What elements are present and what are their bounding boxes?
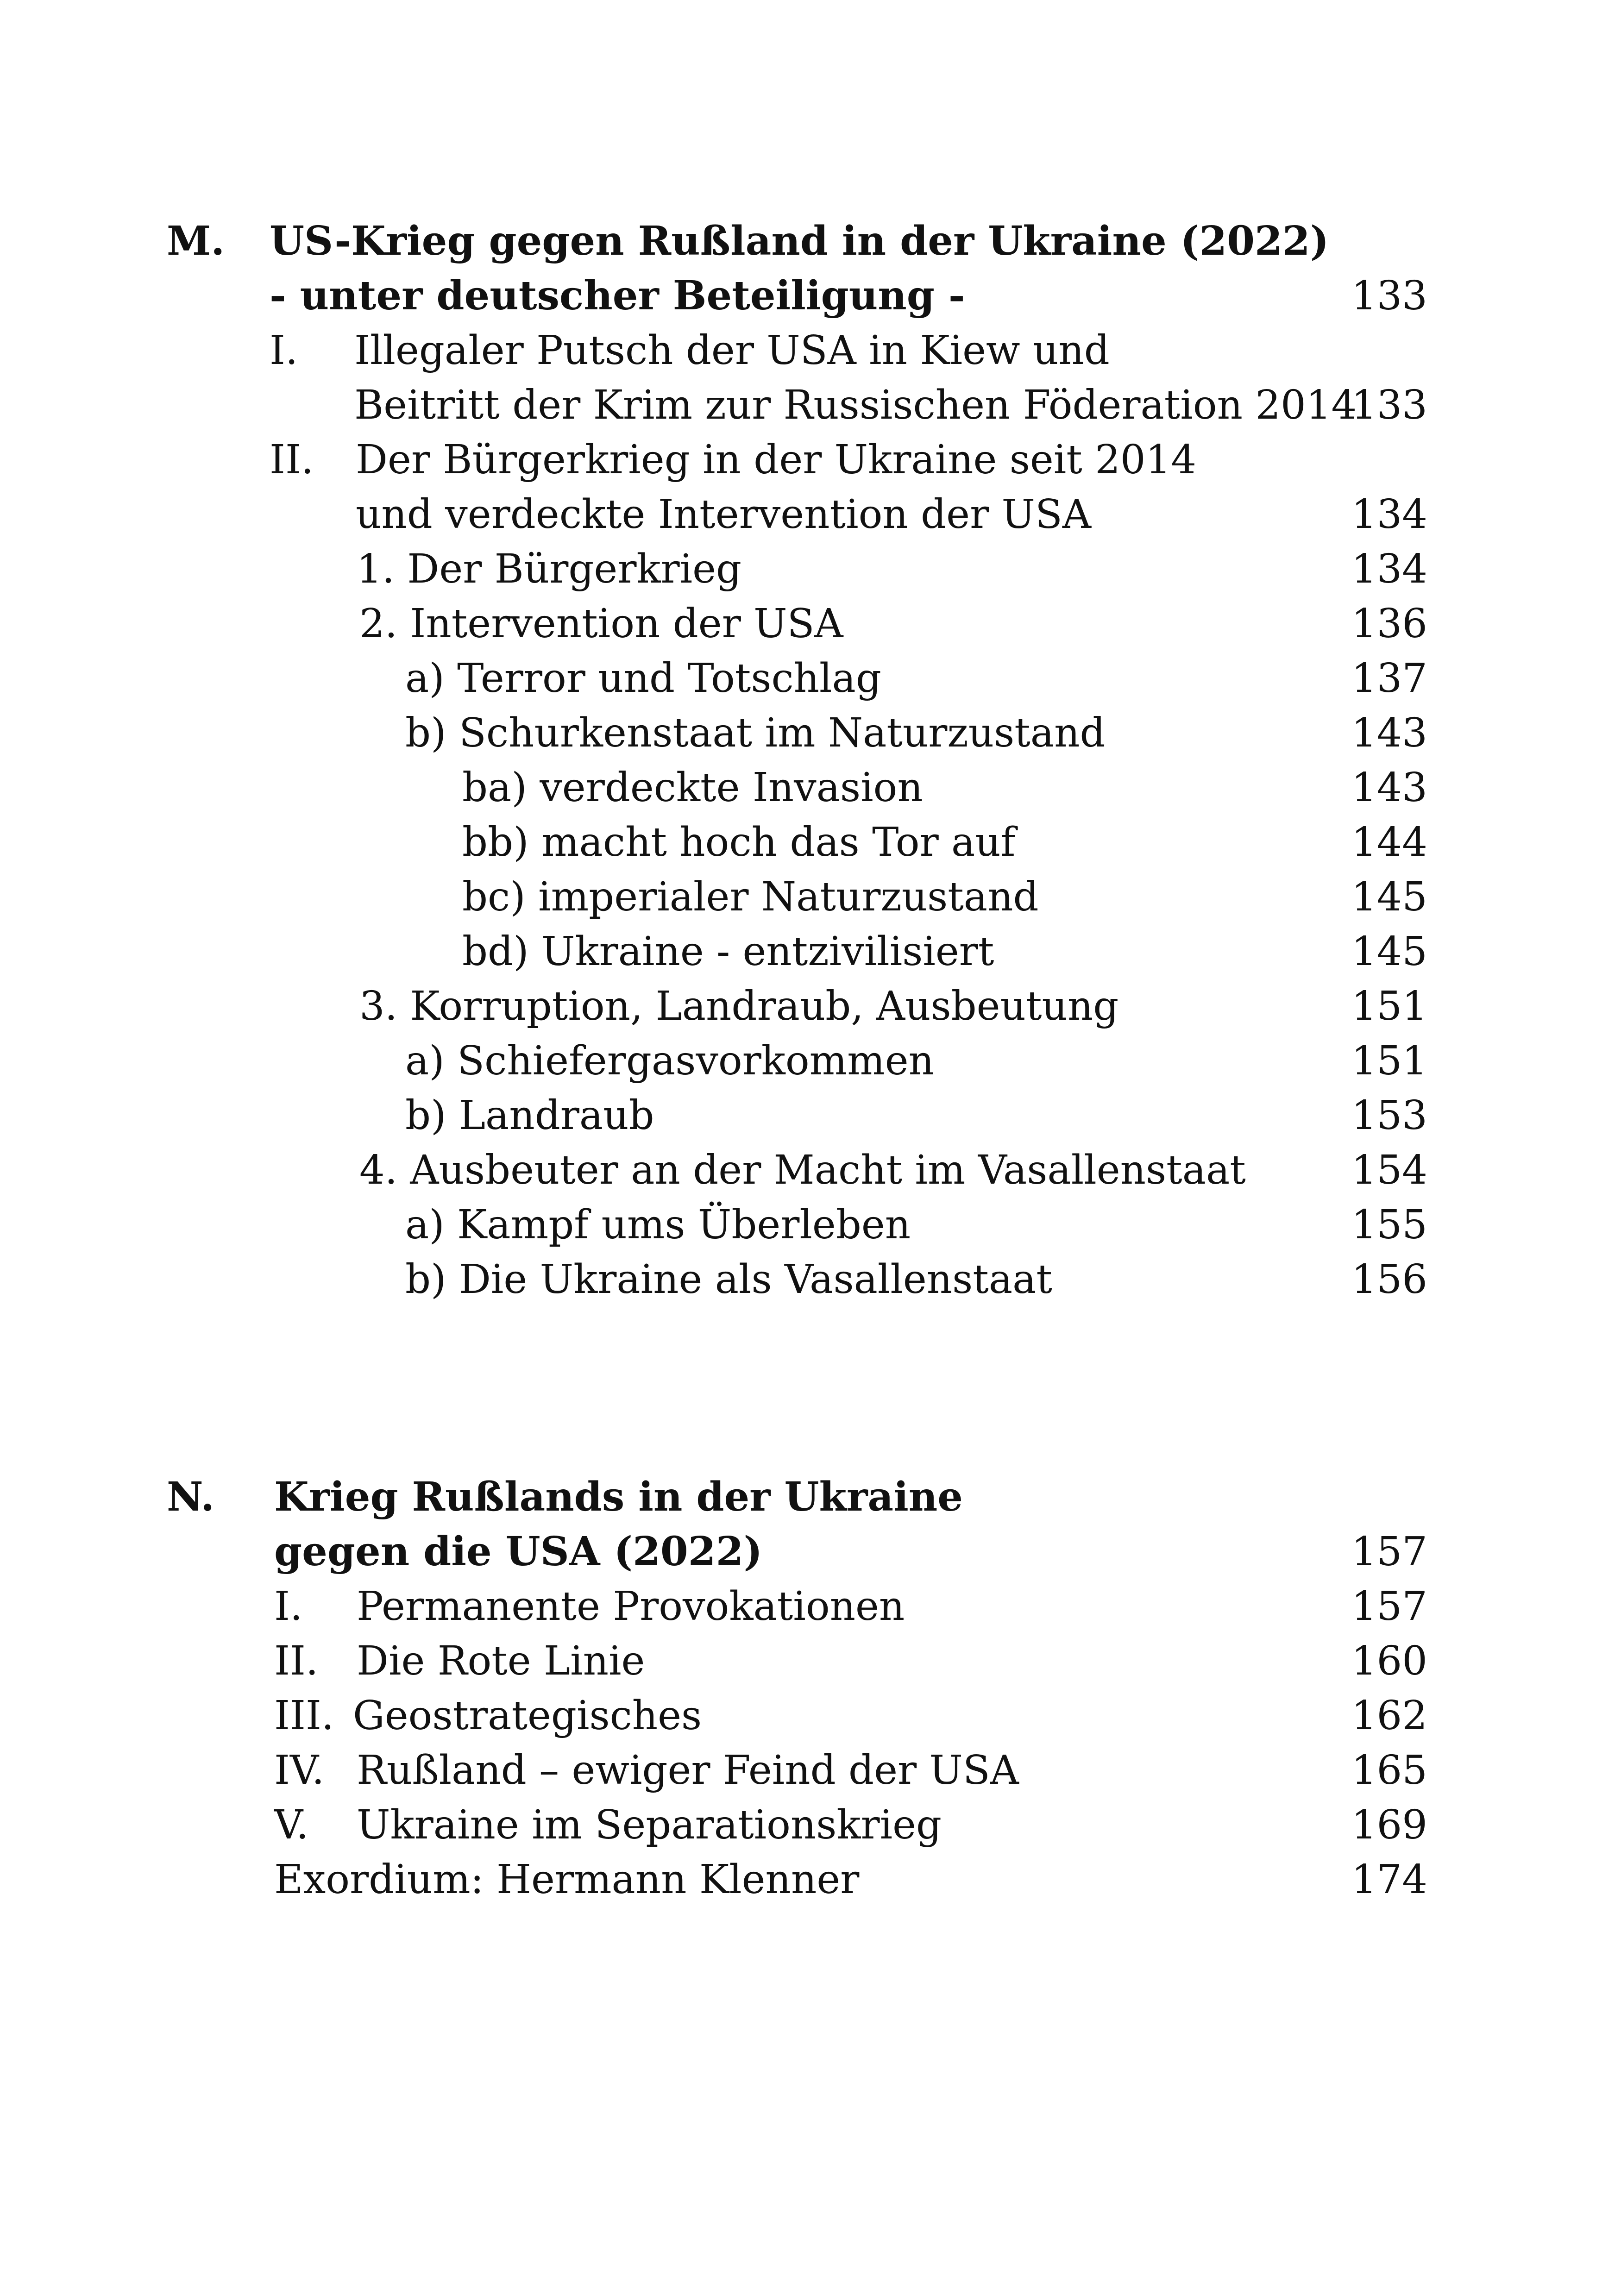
entry-label: V. <box>274 1802 309 1848</box>
page-number: 154 <box>1351 1147 1427 1193</box>
entry-text: a) Schiefergasvorkommen <box>405 1038 935 1084</box>
page-number: 134 <box>1351 491 1427 538</box>
entry-label: II. <box>274 1638 319 1684</box>
page-number: 133 <box>1351 382 1427 428</box>
entry-text: 3. Korruption, Landraub, Ausbeutung <box>359 983 1119 1029</box>
entry-text: bc) imperialer Naturzustand <box>462 874 1039 920</box>
page-number: 137 <box>1351 655 1427 702</box>
section-title: Krieg Rußlands in der Ukraine <box>274 1474 963 1520</box>
section-subtitle: - unter deutscher Beteiligung - <box>270 272 965 319</box>
page-number: 153 <box>1351 1092 1427 1139</box>
section-title: US-Krieg gegen Rußland in der Ukraine (2022) <box>270 218 1329 264</box>
entry-text: a) Kampf ums Überleben <box>405 1202 911 1248</box>
entry-text: Permanente Provokationen <box>357 1583 905 1630</box>
entry-text: 1. Der Bürgerkrieg <box>357 546 742 592</box>
entry-text: 4. Ausbeuter an der Macht im Vasallenstaat <box>359 1147 1246 1193</box>
entry-text: Die Rote Linie <box>357 1638 645 1684</box>
entry-label: III. <box>274 1693 334 1739</box>
entry-text: b) Die Ukraine als Vasallenstaat <box>405 1256 1052 1303</box>
page-number: 151 <box>1351 983 1427 1029</box>
section-letter: N. <box>167 1474 215 1520</box>
page-number: 145 <box>1351 874 1427 920</box>
entry-text: bd) Ukraine - entzivilisiert <box>462 928 994 975</box>
entry-text: Ukraine im Separationskrieg <box>357 1802 942 1848</box>
page-number: 162 <box>1351 1693 1427 1739</box>
page-number: 157 <box>1351 1529 1427 1575</box>
entry-label: I. <box>270 327 298 374</box>
entry-label: IV. <box>274 1747 325 1794</box>
entry-text: a) Terror und Totschlag <box>405 655 881 702</box>
entry-text: Der Bürgerkrieg in der Ukraine seit 2014 <box>356 437 1197 483</box>
entry-label: I. <box>274 1583 303 1630</box>
entry-text: Rußland – ewiger Feind der USA <box>357 1747 1019 1794</box>
page-number: 157 <box>1351 1583 1427 1630</box>
entry-text: bb) macht hoch das Tor auf <box>462 819 1016 866</box>
page-number: 145 <box>1351 928 1427 975</box>
page-number: 143 <box>1351 765 1427 811</box>
page-number: 133 <box>1351 273 1427 319</box>
page-number: 156 <box>1351 1256 1427 1303</box>
section-letter: M. <box>167 218 225 264</box>
entry-text: ba) verdeckte Invasion <box>462 765 923 811</box>
section-subtitle: gegen die USA (2022) <box>274 1528 763 1575</box>
entry-text: und verdeckte Intervention der USA <box>356 491 1092 538</box>
page-number: 151 <box>1351 1038 1427 1084</box>
entry-text: Beitritt der Krim zur Russischen Föderation 2014 <box>354 382 1357 428</box>
page-number: 169 <box>1351 1802 1427 1848</box>
page-number: 144 <box>1351 819 1427 866</box>
entry-text: b) Schurkenstaat im Naturzustand <box>405 710 1106 756</box>
entry-text: b) Landraub <box>405 1092 654 1139</box>
entry-text: Geostrategisches <box>353 1693 702 1739</box>
entry-text: 2. Intervention der USA <box>359 601 843 647</box>
page-number: 174 <box>1351 1857 1427 1903</box>
entry-label: II. <box>270 437 314 483</box>
page-number: 160 <box>1351 1638 1427 1684</box>
page-number: 134 <box>1351 546 1427 592</box>
page-number: 143 <box>1351 710 1427 756</box>
entry-text: Illegaler Putsch der USA in Kiew und <box>354 327 1110 374</box>
entry-text: Exordium: Hermann Klenner <box>274 1857 860 1903</box>
page-number: 136 <box>1351 601 1427 647</box>
page-number: 155 <box>1351 1202 1427 1248</box>
page-number: 165 <box>1351 1747 1427 1794</box>
